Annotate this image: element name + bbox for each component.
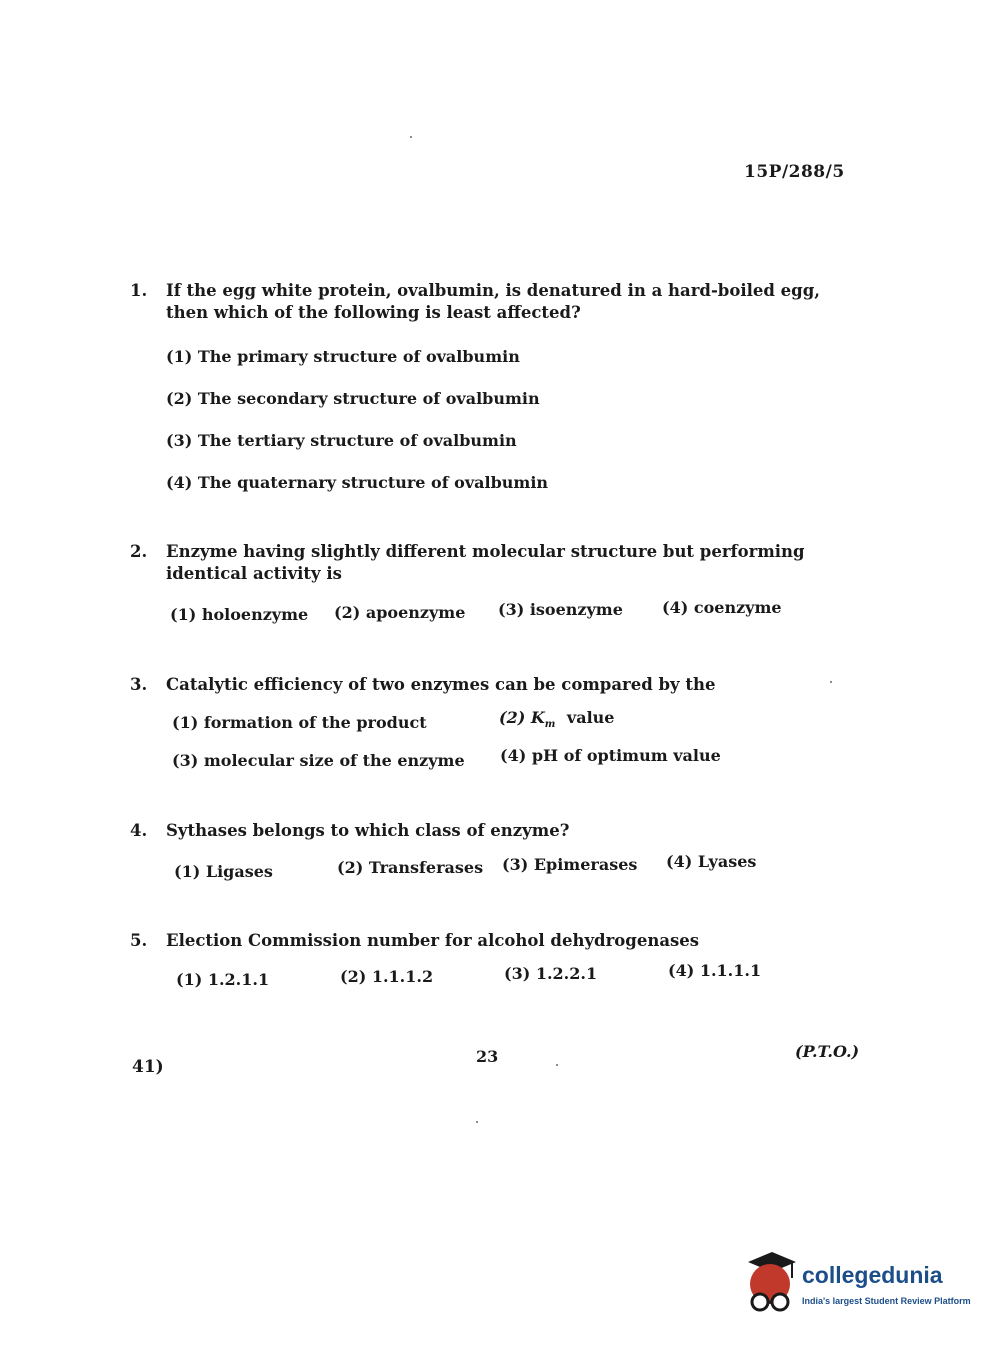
- km-suffix: value: [566, 708, 615, 727]
- question-text: Enzyme having slightly different molecular structure but performing identical activity is: [166, 542, 805, 583]
- question-number: 5.: [130, 931, 148, 950]
- option-3: (3) molecular size of the enzyme: [172, 751, 465, 770]
- paper-code: 15P/288/5: [744, 162, 845, 182]
- option-1: (1) The primary structure of ovalbumin: [166, 347, 520, 366]
- question-number: 3.: [130, 675, 148, 694]
- footer-code: 41): [132, 1057, 164, 1077]
- option-label: (2) K: [499, 708, 545, 727]
- km-subscript: m: [544, 719, 556, 731]
- option-2: (2) apoenzyme: [334, 603, 466, 622]
- mascot-icon: [742, 1250, 798, 1312]
- pto-label: (P.T.O.): [795, 1042, 860, 1061]
- option-3: (3) Epimerases: [502, 855, 638, 874]
- scan-speck: [476, 1121, 478, 1123]
- question-text: Election Commission number for alcohol dehydrogenases: [166, 931, 700, 950]
- question-text: If the egg white protein, ovalbumin, is denatured in a hard-boiled egg, then which of the following is least affected?: [166, 281, 820, 322]
- option-4: (4) Lyases: [666, 852, 757, 871]
- option-4: (4) pH of optimum value: [500, 746, 721, 765]
- option-2: (2) The secondary structure of ovalbumin: [166, 389, 540, 408]
- page-number: 23: [476, 1047, 499, 1066]
- option-2: [499, 708, 614, 730]
- option-3: (3) 1.2.2.1: [504, 964, 598, 983]
- option-4: (4) coenzyme: [662, 598, 782, 617]
- collegedunia-logo: [742, 1250, 972, 1320]
- option-1: (1) Ligases: [174, 862, 273, 881]
- question-text: Sythases belongs to which class of enzyme?: [166, 821, 570, 840]
- scan-speck: [556, 1064, 558, 1066]
- question-text: Catalytic efficiency of two enzymes can be compared by the: [166, 675, 716, 694]
- option-4: (4) 1.1.1.1: [668, 961, 762, 980]
- question-number: 1.: [130, 281, 148, 300]
- question-number: 2.: [130, 542, 148, 561]
- option-2: (2) 1.1.1.2: [340, 967, 434, 986]
- logo-name: collegedunia: [802, 1262, 943, 1288]
- option-3: (3) The tertiary structure of ovalbumin: [166, 431, 517, 450]
- question-number: 4.: [130, 821, 148, 840]
- option-2: (2) Transferases: [337, 858, 484, 877]
- logo-tagline: India's largest Student Review Platform: [802, 1296, 971, 1306]
- scan-speck: [830, 681, 832, 683]
- option-1: (1) formation of the product: [172, 713, 427, 732]
- option-4: (4) The quaternary structure of ovalbumin: [166, 473, 549, 492]
- scan-speck: [410, 136, 412, 138]
- option-1: (1) holoenzyme: [170, 605, 309, 624]
- option-3: (3) isoenzyme: [498, 600, 623, 619]
- option-1: (1) 1.2.1.1: [176, 970, 270, 989]
